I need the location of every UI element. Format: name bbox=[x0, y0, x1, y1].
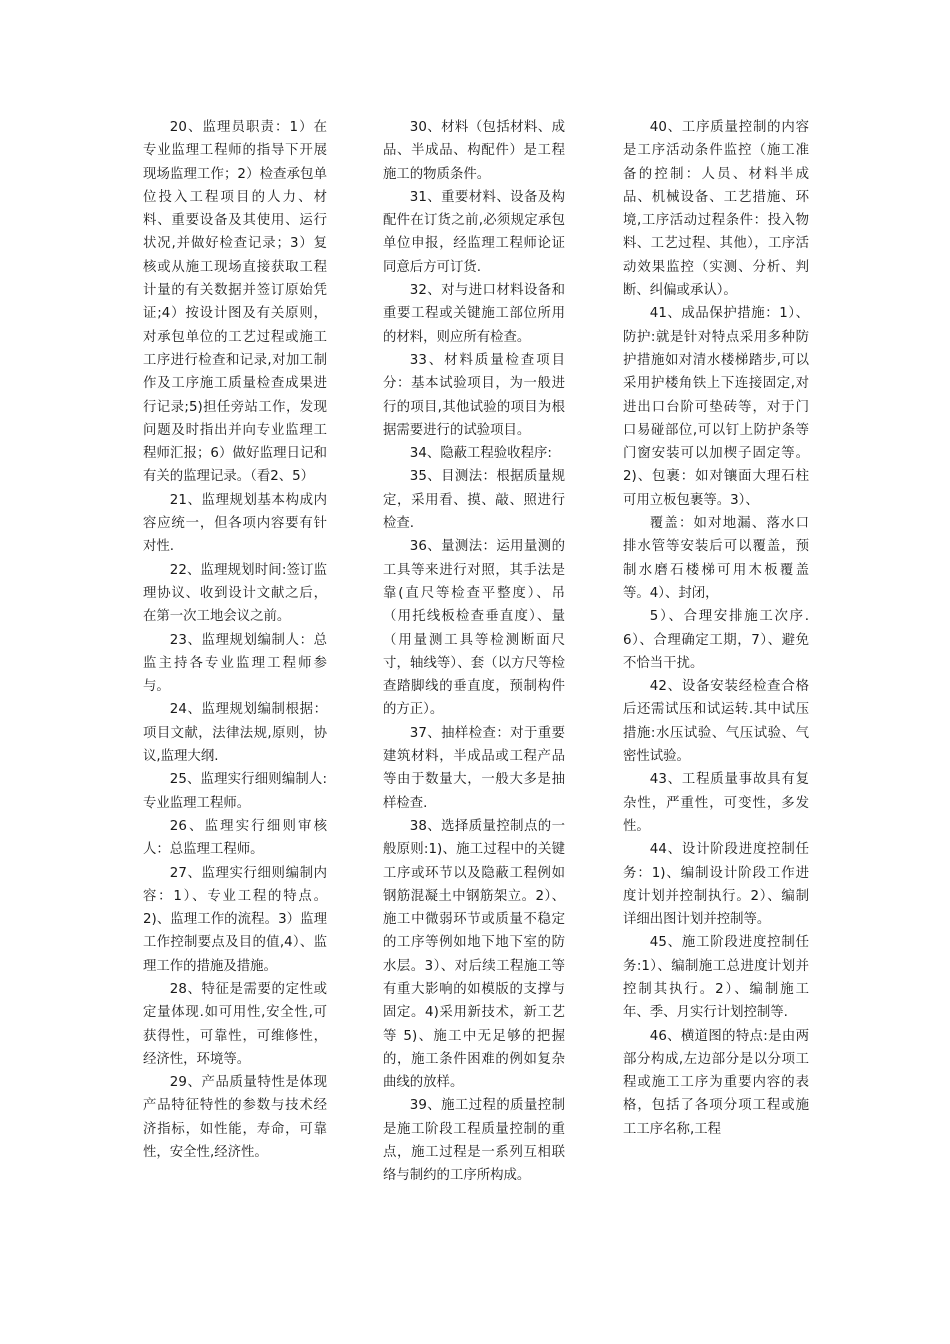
paragraph: 39、施工过程的质量控制是施工阶段工程质量控制的重点，施工过程是一系列互相联络与制约的工序所构成。 bbox=[383, 1098, 565, 1184]
paragraph: 38、选择质量控制点的一般原则:1)、施工过程中的关键工序或环节以及隐蔽工程例如钢筋混凝土中钢筋架立。2）、施工中微弱环节或质量不稳定的工序等例如地下地下室的防水层。3）、对后续工程施工等有重大影响的如模版的支撑与固定。4)采用新技术，新工艺等 5)、施工中无足够的把握的，施工条件困难的例如复杂曲线的放样。 bbox=[383, 818, 565, 1091]
text-column-left bbox=[143, 116, 327, 1164]
paragraph: 5）、合理安排施工次序. 6）、合理确定工期，7）、避免不恰当干扰。 bbox=[623, 609, 809, 671]
paragraph: 34、隐蔽工程验收程序: bbox=[409, 446, 552, 462]
paragraph: 28、特征是需要的定性或定量体现.如可用性,安全性,可获得性，可靠性，可维修性，经济性，环境等。 bbox=[143, 981, 327, 1067]
paragraph: 45、施工阶段进度控制任务:1）、编制施工总进度计划并控制其执行。2）、编制施工年、季、月实行计划控制等. bbox=[623, 935, 809, 1021]
paragraph: 24、监理规划编制根据：项目文献，法律法规,原则，协议,监理大纲. bbox=[143, 702, 327, 765]
paragraph: 22、监理规划时间:签订监理协议、收到设计文献之后，在第一次工地会议之前。 bbox=[143, 562, 327, 625]
paragraph: 33、材料质量检查项目分：基本试验项目，为一般进行的项目,其他试验的项目为根据需要进行的试验项目。 bbox=[383, 352, 565, 438]
paragraph: 36、量测法：运用量测的工具等来进行对照，其手法是靠(直尺等检查平整度）、吊（用托线板检查垂直度）、量（用量测工具等检测断面尺寸，轴线等）、套（以方尺等检查踏脚线的垂直度，预制构件的方正）。 bbox=[383, 539, 565, 718]
paragraph: 46、横道图的特点:是由两部分构成,左边部分是以分项工程或施工工序为重要内容的表格，包括了各项分项工程或施工工序名称,工程 bbox=[623, 1028, 809, 1137]
paragraph: 覆盖：如对地漏、落水口排水管等安装后可以覆盖，预制水磨石楼梯可用木板覆盖等。4）、封闭， bbox=[623, 516, 809, 601]
paragraph: 43、工程质量事故具有复杂性，严重性，可变性，多发性。 bbox=[623, 772, 809, 834]
paragraph: 23、监理规划编制人：总监主持各专业监理工程师参与。 bbox=[143, 632, 327, 695]
paragraph: 27、监理实行细则编制内容：1）、专业工程的特点。2)、监理工作的流程。3）监理工作控制要点及目的值,4）、监理工作的措施及措施。 bbox=[143, 865, 327, 974]
paragraph: 29、产品质量特性是体现产品特征特性的参数与技术经济指标，如性能，寿命，可靠性，安全性,经济性。 bbox=[143, 1075, 327, 1161]
paragraph: 41、成品保护措施：1）、防护:就是针对特点采用多种防护措施如对清水楼梯踏步,可以采用护楼角铁上下连接固定,对进出口台阶可垫砖等，对于门口易碰部位,可以钉上防护条等门窗安装可以加楔子固定等。2)、包裹：如对镶面大理石柱可用立板包裹等。3）、 bbox=[623, 306, 809, 508]
paragraph: 20、监理员职责：1）在专业监理工程师的指导下开展现场监理工作；2）检查承包单位投入工程项目的人力、材料、重要设备及其使用、运行状况,并做好检查记录；3）复核或从施工现场直接获取工程计量的有关数据并签订原始凭证;4）按设计图及有关原则，对承包单位的工艺过程或施工工序进行检查和记录,对加工制作及工序施工质量检查成果进行记录;5)担任旁站工作，发现问题及时指出并向专业监理工程师汇报；6）做好监理日记和有关的监理记录。（看2、5） bbox=[143, 120, 327, 485]
paragraph: 35、目测法：根据质量规定，采用看、摸、敲、照进行检查. bbox=[383, 469, 565, 532]
paragraph: 44、设计阶段进度控制任务：1)、编制设计阶段工作进度计划并控制执行。2）、编制详细出图计划并控制等。 bbox=[623, 842, 809, 928]
paragraph: 21、监理规划基本构成内容应统一，但各项内容要有针对性. bbox=[143, 492, 327, 555]
text-column-right bbox=[623, 116, 809, 1141]
paragraph: 31、重要材料、设备及构配件在订货之前,必须规定承包单位申报，经监理工程师论证同意后方可订货. bbox=[383, 189, 565, 275]
paragraph: 32、对与进口材料设备和重要工程或关键施工部位所用的材料，则应所有检查。 bbox=[383, 283, 565, 345]
paragraph: 25、监理实行细则编制人:专业监理工程师。 bbox=[143, 772, 327, 811]
paragraph: 42、设备安装经检查合格后还需试压和试运转.其中试压措施:水压试验、气压试验、气密性试验。 bbox=[623, 679, 809, 765]
paragraph: 40、工序质量控制的内容是工序活动条件监控（施工准备的控制：人员、材料半成品、机械设备、工艺措施、环境,工序活动过程条件：投入物料、工艺过程、其他），工序活动效果监控（实测、分析、判断、纠偏或承认）。 bbox=[623, 120, 809, 299]
paragraph: 26、监理实行细则审核人：总监理工程师。 bbox=[143, 818, 327, 858]
paragraph: 30、材料（包括材料、成品、半成品、构配件）是工程施工的物质条件。 bbox=[383, 120, 565, 182]
paragraph: 37、抽样检查：对于重要建筑材料，半成品或工程产品等由于数量大，一般大多是抽样检查. bbox=[383, 725, 565, 811]
text-column-middle bbox=[383, 116, 565, 1188]
